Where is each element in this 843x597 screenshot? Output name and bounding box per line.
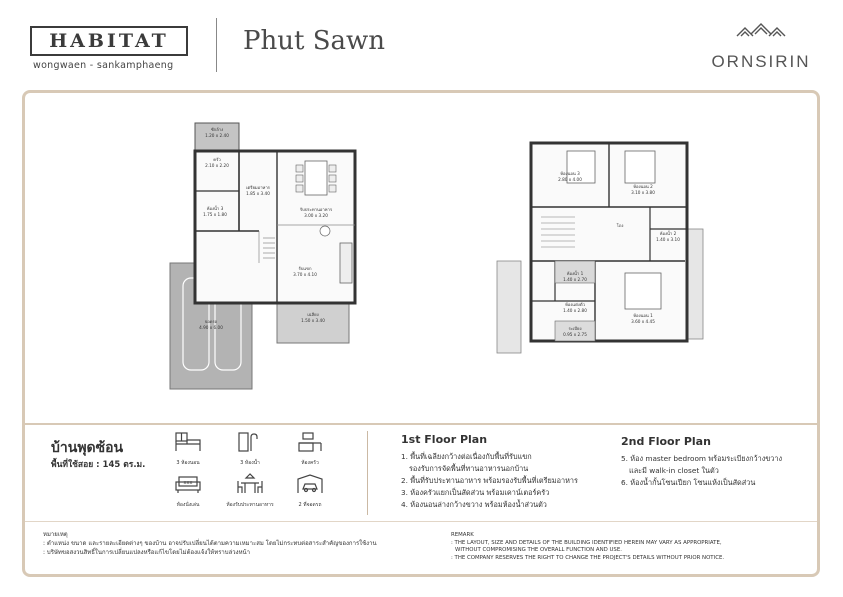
room-size-prep: 1.85 x 3.40 [246,191,270,196]
first-floor-note-3: 3. ห้องครัวแยกเป็นสัดส่วน พร้อมเคาน์เตอร์ครัว [401,488,550,497]
first-floor-note-1b: รองรับการจัดพื้นที่ทานอาหารนอกบ้าน [409,464,529,473]
english-remarks [451,532,724,562]
room-name-terrace: เฉลียง [307,312,319,317]
house-thai-title: บ้านพุดซ้อน [51,440,124,456]
room-name-living: รับแขก [298,266,312,271]
room-size-carport: 4.90 x 6.00 [199,325,223,330]
ornsirin-emblem-icon [731,22,791,44]
room-size-terrace: 1.50 x 3.40 [301,318,325,323]
english-remark-line: : THE COMPANY RESERVES THE RIGHT TO CHANGE THE PROJECT'S DETAILS WITHOUT PRIOR NOTICE. [451,554,725,561]
first-floor-plan [165,113,425,413]
info-strip [25,423,817,519]
amenity-label: ห้องนั่งเล่น [176,502,200,508]
room-name-laundry: ซักล้าง [210,127,224,132]
developer-name: ORNSIRIN [711,52,811,71]
thai-remark-line: : ตำแหน่ง ขนาด และรายละเอียดต่างๆ ของบ้าน อาจปรับเปลี่ยนได้ตามความเหมาะสม โดยไม่กระทบต่อสาระสำคัญของการใช้งาน [43,540,377,547]
bed-2 [625,151,655,183]
thai-remarks [43,530,377,557]
second-floor-note-5: 5. ห้อง master bedroom พร้อมระเบียงกว้างขวาง [621,454,783,463]
room-size-bed1: 3.60 x 4.45 [631,319,655,324]
room-name-bath2: ห้องน้ำ 2 [659,231,677,236]
first-floor-note-4: 4. ห้องนอนล่างกว้างขวาง พร้อมห้องน้ำส่วนตัว [401,500,547,509]
thai-remark-title: หมายเหตุ [43,531,68,538]
amenity-label: ห้องรับประทานอาหาร [226,502,274,508]
amenity-label: 2 ที่จอดรถ [298,502,322,508]
room-name-carport: จอดรถ [204,319,218,324]
room-size-closet: 1.40 x 2.80 [563,308,587,313]
living-sofa [340,243,352,283]
second-floor-note-6: 6. ห้องน้ำกั้นโซนเปียก โซนแห้งเป็นสัดส่วน [621,478,756,487]
amenity-dining [225,473,275,509]
first-floor-note-1: 1. พื้นที่เฉลียงกว้างต่อเนื่องกับพื้นที่รับแขก [401,452,532,461]
english-remark-title: REMARK [451,532,474,538]
room-name-prep: เตรียมอาหาร [246,185,270,190]
usable-area: พื้นที่ใช้สอย : 145 ตร.ม. [51,460,146,470]
amenity-parking [285,473,335,509]
room-size-dining: 3.00 x 3.20 [304,213,328,218]
terrace-area [277,303,349,343]
room-size-balcony: 0.95 x 2.75 [563,332,587,337]
room-name-closet: ห้องแต่งตัว [565,302,585,307]
brand-name: HABITAT [49,30,169,52]
first-floor-heading: 1st Floor Plan [401,433,488,446]
room-size-kitchen: 2.10 x 2.20 [205,163,229,168]
room-size-living: 3.70 x 4.10 [293,272,317,277]
room-size-bath2: 1.40 x 3.10 [656,237,680,242]
room-size-bath3: 1.75 x 1.80 [203,212,227,217]
room-size-laundry: 1.20 x 2.40 [205,133,229,138]
car-icon [295,473,325,495]
amenity-bathrooms [225,431,275,467]
brochure-frame [22,90,820,577]
english-remark-line: : THE LAYOUT, SIZE AND DETAILS OF THE BUILDING IDENTIFIED HEREIN MAY VARY AS APPROPRIATE, [451,539,722,546]
room-name-balcony: ระเบียง [568,326,582,331]
roof-left [497,261,521,353]
brand-subtitle: wongwaen - sankamphaeng [33,60,174,71]
amenity-living [163,473,213,509]
amenity-label: 3 ห้องน้ำ [240,460,260,466]
first-floor-note-2: 2. พื้นที่รับประทานอาหาร พร้อมรองรับพื้นที่เตรียมอาหาร [401,476,578,485]
first-floor-walls [195,151,355,303]
floor-plans [25,93,817,420]
thai-remark-line: : บริษัทขอสงวนสิทธิ์ในการเปลี่ยนแปลงหรือแก้ไขโดยไม่ต้องแจ้งให้ทราบล่วงหน้า [43,549,250,556]
bed-icon [173,431,203,453]
second-floor-plan [485,133,715,373]
sofa-icon [173,473,203,495]
room-name-bed2: ห้องนอน 2 [633,184,653,189]
room-name-dining: รับประทานอาหาร [299,207,333,212]
amenity-label: ห้องครัว [301,460,319,466]
amenity-bedrooms [163,431,213,467]
info-divider [367,431,368,515]
second-floor-note-5b: และมี walk-in closet ในตัว [629,466,719,475]
bathroom-icon [235,431,265,453]
dining-table [305,161,327,195]
room-name-bath3: ห้องน้ำ 3 [206,206,224,211]
house-model-title: Phut Sawn [243,26,386,56]
english-remark-line: WITHOUT COMPROMISING THE OVERALL FUNCTION AND USE. [455,547,622,553]
room-name-bed3: ห้องนอน 3 [560,171,580,176]
room-name-kitchen: ครัว [213,157,221,162]
developer-logo [711,22,811,72]
dining-icon [235,473,265,495]
room-name-bath1: ห้องน้ำ 1 [566,271,584,276]
brand-logo [30,26,188,56]
room-size-bed3: 2.80 x 4.00 [558,177,582,182]
room-size-bath1: 1.40 x 2.70 [563,277,587,282]
room-name-hall: โถง [616,223,624,228]
kitchen-icon [295,431,325,453]
amenity-label: 3 ห้องนอน [176,460,200,466]
second-floor-heading: 2nd Floor Plan [621,435,711,448]
bed-1 [625,273,661,309]
amenity-kitchen [285,431,335,467]
header-divider [216,18,217,72]
room-size-bed2: 3.10 x 3.80 [631,190,655,195]
svg-text:xxx: xxx [183,480,193,486]
room-name-bed1: ห้องนอน 1 [633,313,653,318]
balcony-floor [555,321,595,341]
remarks-section [25,521,817,574]
